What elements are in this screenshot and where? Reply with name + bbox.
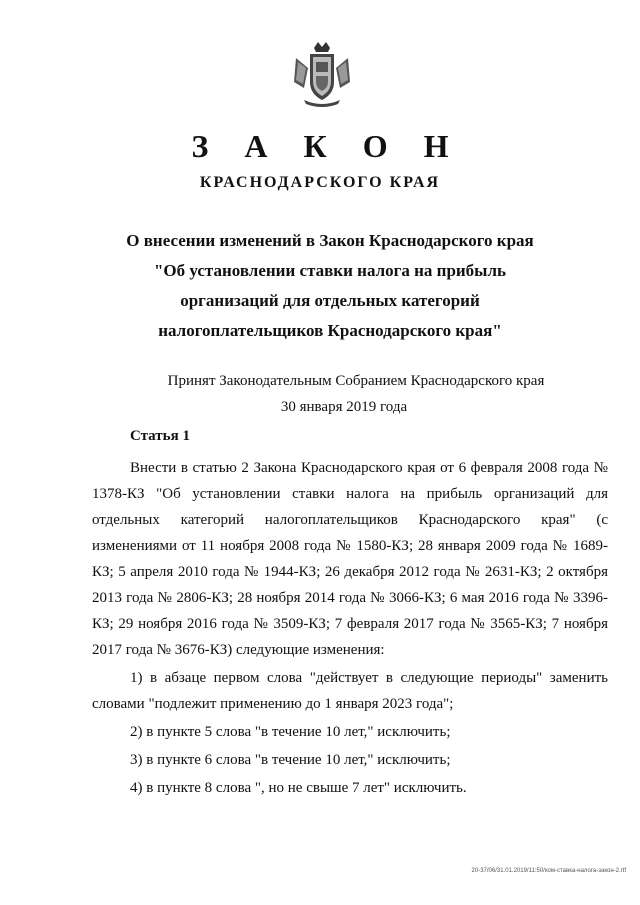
amendment-title-line: О внесении изменений в Закон Краснодарского края (126, 231, 534, 250)
coat-of-arms-icon (286, 38, 358, 110)
amendment-title (118, 226, 542, 346)
article-item: 1) в абзаце первом слова "действует в следующие периоды" заменить словами "подлежит применению до 1 января 2023 года"; (92, 670, 608, 712)
article-item: 3) в пункте 6 слова "в течение 10 лет," исключить; (130, 752, 451, 768)
file-stamp: 20-37/06/31.01.2019/11:50/ком-ставка-налога-закон-2.rtf (471, 868, 626, 874)
law-subtitle: КРАСНОДАРСКОГО КРАЯ (199, 174, 441, 191)
amendment-title-line: "Об установлении ставки налога на прибыль (153, 261, 506, 280)
adoption-info (0, 368, 640, 420)
amendment-title-line: организаций для отдельных категорий (180, 291, 480, 310)
law-title: З А К О Н (191, 128, 463, 164)
article-intro-paragraph: Внести в статью 2 Закона Краснодарского края от 6 февраля 2008 года № 1378-КЗ "Об установлении ставки налога на прибыль организаций для отдельных категорий налогоплательщиков Краснодарского края" (с изменениями от 11 ноября 2008 года № 1580-КЗ; 28 января 2009 года № 1689-КЗ; 5 апреля 2010 года № 1944-КЗ; 26 декабря 2012 года № 2631-КЗ; 2 октября 2013 года № 2806-КЗ; 28 ноября 2014 года № 3066-КЗ; 6 мая 2016 года № 3396-КЗ; 29 ноября 2016 года № 3509-КЗ; 7 февраля 2017 года № 3565-КЗ; 7 ноября 2017 года № 3676-КЗ) следующие изменения: (92, 460, 608, 658)
article-item: 4) в пункте 8 слова ", но не свыше 7 лет" исключить. (130, 780, 467, 796)
adopted-by: Принят Законодательным Собранием Краснодарского края (167, 373, 545, 389)
article-heading: Статья 1 (130, 428, 190, 444)
article-item: 2) в пункте 5 слова "в течение 10 лет," исключить; (130, 724, 451, 740)
adoption-date: 30 января 2019 года (280, 399, 408, 415)
amendment-title-line: налогоплательщиков Краснодарского края" (158, 321, 502, 340)
article-body (92, 455, 608, 801)
